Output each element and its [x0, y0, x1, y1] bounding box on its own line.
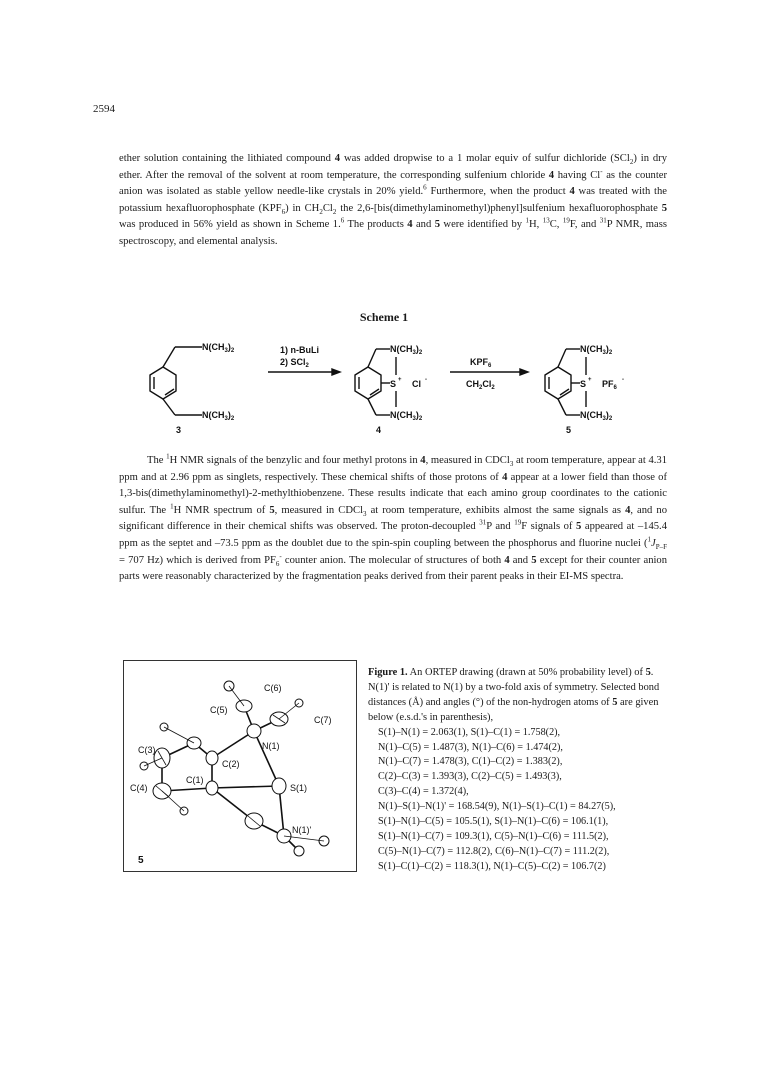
- s-plus-4: S: [390, 379, 397, 389]
- scheme-title: Scheme 1: [359, 310, 409, 324]
- svg-text:+: +: [398, 377, 402, 383]
- atom-label-c4: C(4): [130, 783, 148, 793]
- reagent-1b: 2) SCl$_2$: [280, 357, 309, 369]
- paragraph-1: ether solution containing the lithiated compound 4 was added dropwise to a 1 molar equiv of sulfur dichloride (SCl$_2$) in dry ether. After the removal of the solvent at room temperature, the corresponding sulfenium chloride 4 having Cl- as the counter anion was isolated as stable yellow needle-like crystals in 20% yield.$^6$ Furthermore, when the product 4 was treated with the potassium hexafluorophosphate $(KPF_6)$ in $CH_2Cl_2$ the 2,6-[bis(dimethylaminomethyl)phenyl]sulfenium hexafluorophosphate 5 was produced in 56% yield as shown in Scheme 1.$^6$ The products 4 and 5 were identified by $^1$H, $^{13}$C, $^{19}$F, and $^{31}$P NMR, mass spectroscopy, and elemental analysis.: [119, 153, 668, 247]
- atom-label-c5: C(5): [210, 705, 228, 715]
- amine-label-3-top: $N(CH_3)_2$: [202, 342, 235, 354]
- counter-pf6: $PF_6$: [602, 379, 617, 391]
- bond-line: S(1)–N(1)–C(7) = 109.3(1), C(5)–N(1)–C(6) = 111.5(2),: [378, 830, 609, 842]
- reagent-1a: 1) n-BuLi: [280, 345, 319, 355]
- bond-line: S(1)–N(1) = 2.063(1), S(1)–C(1) = 1.758(2),: [378, 726, 561, 738]
- figure-1-ortep: [123, 660, 357, 872]
- paragraph-2: The $^1$H NMR signals of the benzylic and four methyl protons in 4, measured in CDCl$_3$ at room temperature, appear at 4.31 ppm and at 2.96 ppm as singlets, respectively. These chemical shifts of those protons of 4 appear at a lower field than those of 1,3-bis(dimethylaminomethyl)-2-methylthiobenzene. These results indicate that each amino group coordinates to the cationic sulfur. The $^1$H NMR spectrum of 5, measured in CDCl$_3$ at room temperature, exhibits almost the same signals as 4, and no significant difference in their chemical shifts was observed. The proton-decoupled $^{31}$P and $^{19}$F signals of 5 appeared at –145.4 ppm as the septet and –73.5 ppm as the doublet due to the spin-spin coupling between the phosphorus and fluorine nuclei ($^1J_{P-F} = 707$ Hz) which is derived from $PF_6^-$ counter anion. The molecular of structures of both 4 and 5 except for their counter anion parts were reasonably characterized by the fragmentation peaks derived from their parent peaks in their EI-MS spectra.: [119, 452, 668, 583]
- atom-label-c2: C(2): [222, 759, 240, 769]
- atom-label-n1: N(1): [262, 741, 280, 751]
- compound-label-4: 4: [376, 425, 382, 435]
- bond-line: S(1)–C(1)–C(2) = 118.3(1), N(1)–C(5)–C(2) = 106.7(2): [378, 860, 606, 872]
- atom-label-s1: S(1): [290, 783, 308, 793]
- s-plus-5: S: [580, 379, 587, 389]
- svg-text:-: -: [425, 377, 427, 383]
- atom-label-c1: C(1): [186, 775, 204, 785]
- svg-text:+: +: [588, 377, 592, 383]
- amine-label-5-top: $N(CH_3)_2$: [580, 344, 613, 356]
- atom-label-c3: C(3): [138, 745, 156, 755]
- amine-label-5-bottom: $N(CH_3)_2$: [580, 410, 613, 422]
- amine-label-4-bottom: $N(CH_3)_2$: [390, 410, 423, 422]
- bond-line: N(1)–S(1)–N(1)' = 168.54(9), N(1)–S(1)–C(1) = 84.27(5),: [378, 801, 616, 813]
- page-number: 2594: [93, 103, 115, 115]
- scheme-1-diagram: [120, 335, 680, 435]
- atom-label-n1-prime: N(1)': [292, 825, 312, 835]
- compound-label-3: 3: [176, 425, 182, 435]
- ortep-drawing: [124, 661, 356, 871]
- figure-compound-label: 5: [138, 855, 144, 866]
- atom-label-c6: C(6): [264, 683, 282, 693]
- bond-line: S(1)–N(1)–C(5) = 105.5(1), S(1)–N(1)–C(6) = 106.1(1),: [378, 816, 609, 828]
- figure-1-caption: Figure 1. An ORTEP drawing (drawn at 50% probability level) of 5. N(1)' is related to N(1) by a two-fold axis of symmetry. Selected bond distances (Å) and angles (°) of the non-hydrogen atoms of 5 are given below (e.s.d.'s in parenthesis), S(1)–N(1) = 2.063(1), S(1)–C(1) = 1.758(2), N(1)–C(5) = 1.487(3), N(1)–C(6) = 1.474(2), N(1)–C(7) = 1.478(3), C(1)–C(2) = 1.383(2), C(2)–C(3) = 1.393(3), C(2)–C(5) = 1.493(3), C(3)–C(4) = 1.372(4), N(1)–S(1)–N(1)' = 168.54(9), N(1)–S(1)–C(1) = 84.27(5), S(1)–N(1)–C(5) = 105.5(1), S(1)–N(1)–C(6) = 106.1(1), S(1)–N(1)–C(7) = 109.3(1), C(5)–N(1)–C(6) = 111.5(2), C(5)–N(1)–C(7) = 112.8(2), C(6)–N(1)–C(7) = 111.2(2), S(1)–C(1)–C(2) = 118.3(1), N(1)–C(5)–C(2) = 106.7(2): [368, 666, 673, 875]
- amine-label-3-bottom: $N(CH_3)_2$: [202, 410, 235, 422]
- bond-line: C(2)–C(3) = 1.393(3), C(2)–C(5) = 1.493(3),: [378, 771, 562, 783]
- bond-line: N(1)–C(5) = 1.487(3), N(1)–C(6) = 1.474(2),: [378, 741, 563, 753]
- reagent-2a: $KPF_6$: [470, 357, 492, 369]
- counter-cl: Cl: [412, 379, 421, 389]
- amine-label-4-top: $N(CH_3)_2$: [390, 344, 423, 356]
- caption-label: Figure 1.: [368, 667, 408, 678]
- bond-line: N(1)–C(7) = 1.478(3), C(1)–C(2) = 1.383(2),: [378, 756, 563, 768]
- svg-text:-: -: [622, 377, 624, 383]
- bond-line: C(5)–N(1)–C(7) = 112.8(2), C(6)–N(1)–C(7) = 111.2(2),: [378, 845, 610, 857]
- reagent-2b: $CH_2Cl_2$: [466, 379, 495, 391]
- compound-label-5: 5: [566, 425, 572, 435]
- atom-label-c7: C(7): [314, 715, 332, 725]
- bond-line: C(3)–C(4) = 1.372(4),: [378, 786, 469, 798]
